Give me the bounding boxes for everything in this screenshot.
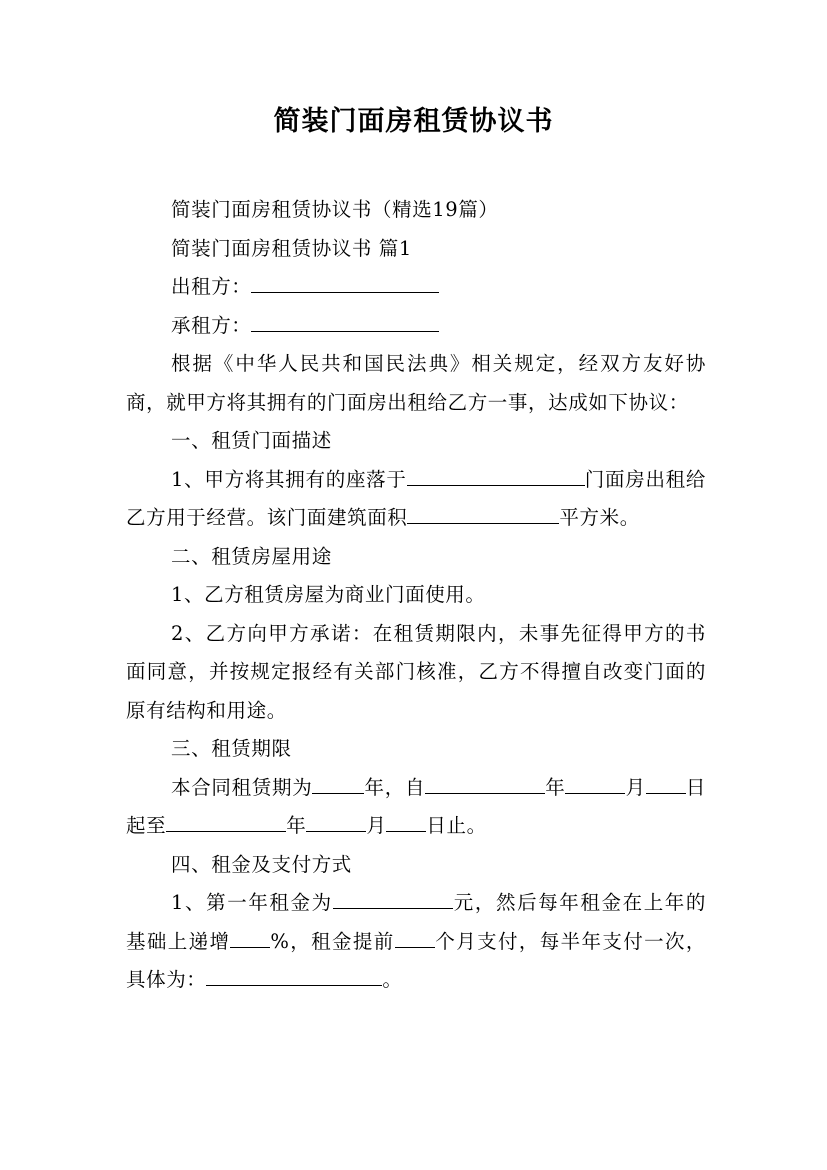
section-2-paragraph-2: 2、乙方向甲方承诺：在租赁期限内，未事先征得甲方的书面同意，并按规定报经有关部门核准，乙方不得擅自改变门面的原有结构和用途。 — [126, 621, 706, 722]
section-1-heading: 一、租赁门面描述 — [171, 429, 332, 452]
end-month-blank — [306, 813, 366, 832]
s3-text-h: 日止。 — [426, 814, 487, 837]
section-4-heading: 四、租金及支付方式 — [171, 852, 352, 876]
chapter-line: 简装门面房租赁协议书 篇1 — [171, 236, 412, 260]
subtitle-line: 简装门面房租赁协议书（精选19篇） — [171, 198, 499, 221]
document-title: 简装门面房租赁协议书 — [273, 106, 554, 137]
s4-text-e: 。 — [382, 968, 403, 991]
s3-text-d: 月 — [625, 775, 646, 799]
s1-text-c: 平方米。 — [559, 506, 640, 529]
advance-months-blank — [395, 929, 435, 948]
lessee-label: 承租方： — [171, 313, 252, 337]
lessee-line — [126, 307, 706, 346]
section-3-heading: 三、租赁期限 — [171, 737, 292, 760]
end-day-blank — [386, 813, 426, 832]
location-blank — [407, 467, 585, 486]
s4-text-d: 个月支付，每半年支付一次，具体为： — [126, 929, 706, 991]
increase-rate-blank — [230, 929, 270, 948]
lessor-label: 出租方： — [171, 275, 252, 298]
s3-text-b: 年，自 — [364, 775, 426, 799]
section-2-paragraph-1: 1、乙方租赁房屋为商业门面使用。 — [171, 583, 486, 606]
area-blank — [407, 505, 559, 524]
start-month-blank — [565, 775, 625, 794]
end-year-blank — [166, 813, 286, 832]
lessor-line — [126, 268, 706, 307]
lessee-blank — [251, 313, 439, 332]
section-4-paragraph-1 — [126, 884, 706, 1000]
s4-text-a: 1、第一年租金为 — [171, 891, 333, 914]
section-2-heading: 二、租赁房屋用途 — [171, 544, 332, 568]
s3-text-f: 年 — [286, 814, 307, 837]
document-body — [126, 191, 706, 1000]
s1-text-a: 1、甲方将其拥有的座落于 — [171, 467, 407, 491]
start-year-blank — [425, 775, 545, 794]
section-1-paragraph-1 — [126, 461, 706, 538]
term-years-blank — [312, 775, 364, 794]
payment-details-blank — [206, 967, 382, 986]
intro-paragraph: 根据《中华人民共和国民法典》相关规定，经双方友好协商，就甲方将其拥有的门面房出租给乙方一事，达成如下协议： — [126, 352, 706, 414]
section-3-paragraph-1 — [126, 769, 706, 846]
start-day-blank — [646, 775, 686, 794]
s3-text-e: 日起至 — [126, 775, 706, 837]
s3-text-a: 本合同租赁期为 — [171, 775, 313, 799]
s1-text-b: 门面房出租给乙方用于经营。该门面建筑面积 — [126, 467, 707, 529]
first-year-rent-blank — [333, 890, 453, 909]
s3-text-g: 月 — [366, 814, 387, 837]
s3-text-c: 年 — [545, 775, 566, 799]
s4-text-b: 元，然后每年租金在上年的基础上递增 — [126, 891, 706, 953]
lessor-blank — [251, 274, 439, 293]
s4-text-c: %，租金提前 — [270, 929, 395, 953]
